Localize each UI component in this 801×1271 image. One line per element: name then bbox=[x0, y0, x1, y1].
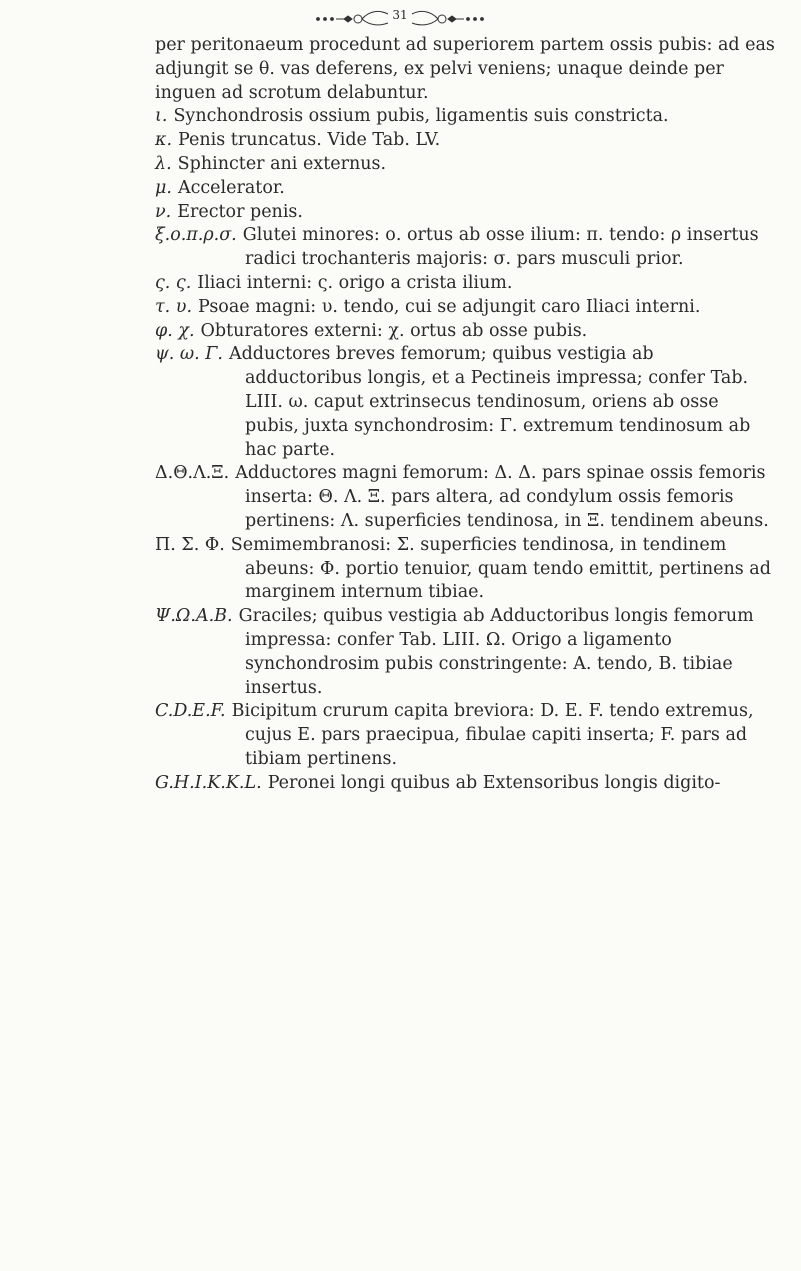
header-ornament bbox=[300, 6, 500, 30]
entry-label: ι. bbox=[155, 106, 168, 127]
entry-iota bbox=[155, 105, 775, 129]
entry-label: C.D.E.F. bbox=[155, 701, 226, 722]
entry-text: Erector penis. bbox=[177, 201, 303, 222]
entry-label: κ. bbox=[155, 130, 173, 151]
entry-label: ν. bbox=[155, 201, 172, 222]
page-number: 31 bbox=[392, 8, 408, 22]
entry-xi bbox=[155, 224, 775, 272]
entry-delta bbox=[155, 462, 775, 533]
entry-label: φ. χ. bbox=[155, 320, 195, 341]
entry-text: Peronei longi quibus ab Extensoribus longis digito- bbox=[267, 772, 721, 793]
text-body bbox=[155, 34, 775, 796]
entry-text: Penis truncatus. Vide Tab. LV. bbox=[178, 130, 441, 151]
entry-label: Δ.Θ.Λ.Ξ. bbox=[155, 463, 230, 484]
entry-lambda bbox=[155, 153, 775, 177]
entry-label: μ. bbox=[155, 177, 172, 198]
entry-psi bbox=[155, 343, 775, 462]
entry-kappa bbox=[155, 129, 775, 153]
entry-text: Synchondrosis ossium pubis, ligamentis suis constricta. bbox=[173, 106, 669, 127]
entry-text: Adductores breves femorum; quibus vestigia ab adductoribus longis, et a Pectineis impressa; confer Tab. LIII. ω. caput extrinsecus tendinosum, oriens ab osse pubis, juxta synchondrosim: Γ. extremum tendinosum ab hac parte. bbox=[228, 344, 751, 460]
entry-psi-omega bbox=[155, 605, 775, 700]
entry-text: Obturatores externi: χ. ortus ab osse pubis. bbox=[200, 320, 588, 341]
entry-tau bbox=[155, 296, 775, 320]
entry-text: Adductores magni femorum: Δ. Δ. pars spinae ossis femoris inserta: Θ. Λ. Ξ. pars altera, ad condylum ossis femoris pertinens: Λ. superficies tendinosa, in Ξ. tendinem abeuns. bbox=[235, 463, 769, 531]
entry-text: Psoae magni: υ. tendo, cui se adjungit caro Iliaci interni. bbox=[198, 296, 701, 317]
intro-paragraph: per peritonaeum procedunt ad superiorem partem ossis pubis: ad eas adjungit se θ. vas deferens, ex pelvi veniens; unaque deinde per inguen ad scrotum delabuntur. bbox=[155, 35, 775, 103]
entry-label: Ψ.Ω.A.B. bbox=[155, 606, 233, 627]
entry-text: Sphincter ani externus. bbox=[177, 153, 387, 174]
entry-stigma bbox=[155, 272, 775, 296]
entry-label: λ. bbox=[155, 153, 172, 174]
entry-text: Bicipitum crurum capita breviora: D. E. F. tendo extremus, cujus E. pars praecipua, fibulae capiti inserta; F. pars ad tibiam pertinens. bbox=[231, 701, 754, 769]
entry-phi bbox=[155, 320, 775, 344]
entry-text: Accelerator. bbox=[177, 177, 285, 198]
entry-text: Glutei minores: ο. ortus ab osse ilium: π. tendo: ρ insertus radici trochanteris majoris: σ. pars musculi prior. bbox=[242, 225, 759, 270]
entry-pi bbox=[155, 534, 775, 605]
entry-ghikl bbox=[155, 772, 775, 796]
entry-label: G.H.I.K.K.L. bbox=[155, 772, 262, 793]
entry-label: τ. υ. bbox=[155, 296, 193, 317]
entry-nu bbox=[155, 201, 775, 225]
entry-text: Semimembranosi: Σ. superficies tendinosa, in tendinem abeuns: Φ. portio tenuior, quam tendo emittit, pertinens ad marginem internum tibiae. bbox=[230, 534, 771, 603]
entry-label: ξ.ο.π.ρ.σ. bbox=[155, 225, 237, 246]
entry-cdef bbox=[155, 700, 775, 771]
entry-label: ς. ς. bbox=[155, 272, 192, 293]
entry-text: Iliaci interni: ς. origo a crista ilium. bbox=[197, 272, 513, 293]
entry-mu bbox=[155, 177, 775, 201]
entry-text: Graciles; quibus vestigia ab Adductoribus longis femorum impressa: confer Tab. LIII. Ω. Origo a ligamento synchondrosim pubis constringente: A. tendo, B. tibiae insertus. bbox=[238, 606, 754, 698]
entry-label: ψ. ω. Γ. bbox=[155, 344, 223, 365]
entry-label: Π. Σ. Φ. bbox=[155, 534, 225, 555]
